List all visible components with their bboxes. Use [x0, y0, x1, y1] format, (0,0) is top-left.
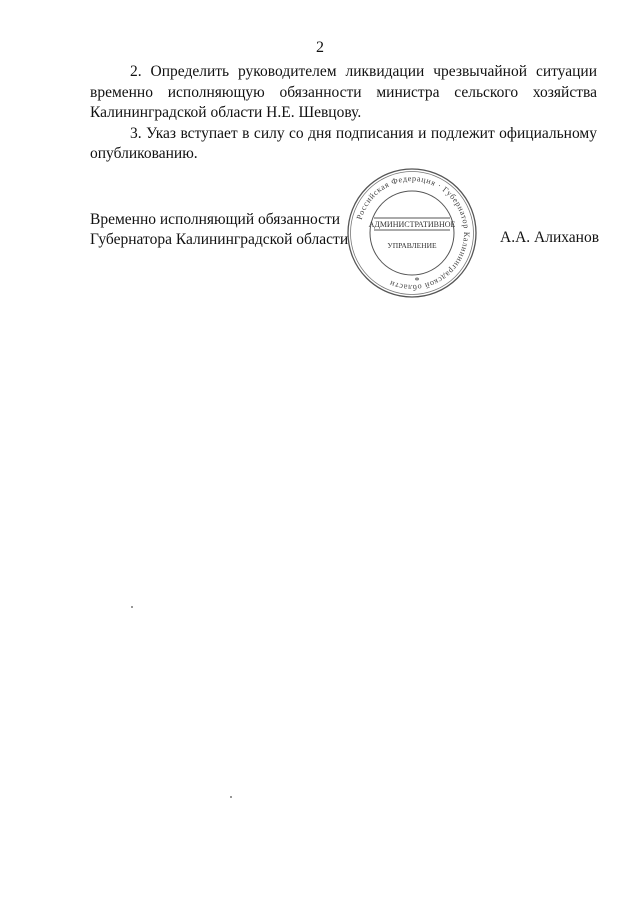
seal-ring-text: Российская Федерация · Губернатор Калининградской области [354, 173, 472, 293]
signatory-name: А.А. Алиханов [500, 229, 600, 246]
paragraph-2-line-3: Калининградской области Н.Е. Шевцову. [90, 104, 362, 121]
scan-speck [131, 606, 133, 608]
paragraph-2-line-2: временно исполняющую обязанности министра сельского хозяйства [90, 83, 597, 101]
signatory-title [90, 210, 348, 250]
seal-center-line-1: АДМИНИСТРАТИВНОЕ [368, 220, 456, 229]
official-seal-stamp [345, 166, 479, 300]
paragraph-2 [90, 62, 597, 124]
page-number: 2 [316, 39, 324, 56]
seal-center-line-2: УПРАВЛЕНИЕ [387, 241, 437, 250]
paragraph-3-line-1: 3. Указ вступает в силу со дня подписания и подлежит официальному [130, 124, 597, 142]
scan-speck [230, 796, 232, 798]
paragraph-3-line-2: опубликованию. [90, 145, 198, 162]
signatory-title-line-2: Губернатора Калининградской области [90, 231, 349, 248]
decree-body [90, 62, 597, 165]
seal-star: * [414, 276, 420, 287]
paragraph-3 [90, 124, 597, 165]
signatory-title-line-1: Временно исполняющий обязанности [90, 211, 341, 228]
paragraph-2-line-1: 2. Определить руководителем ликвидации чрезвычайной ситуации [130, 63, 597, 80]
